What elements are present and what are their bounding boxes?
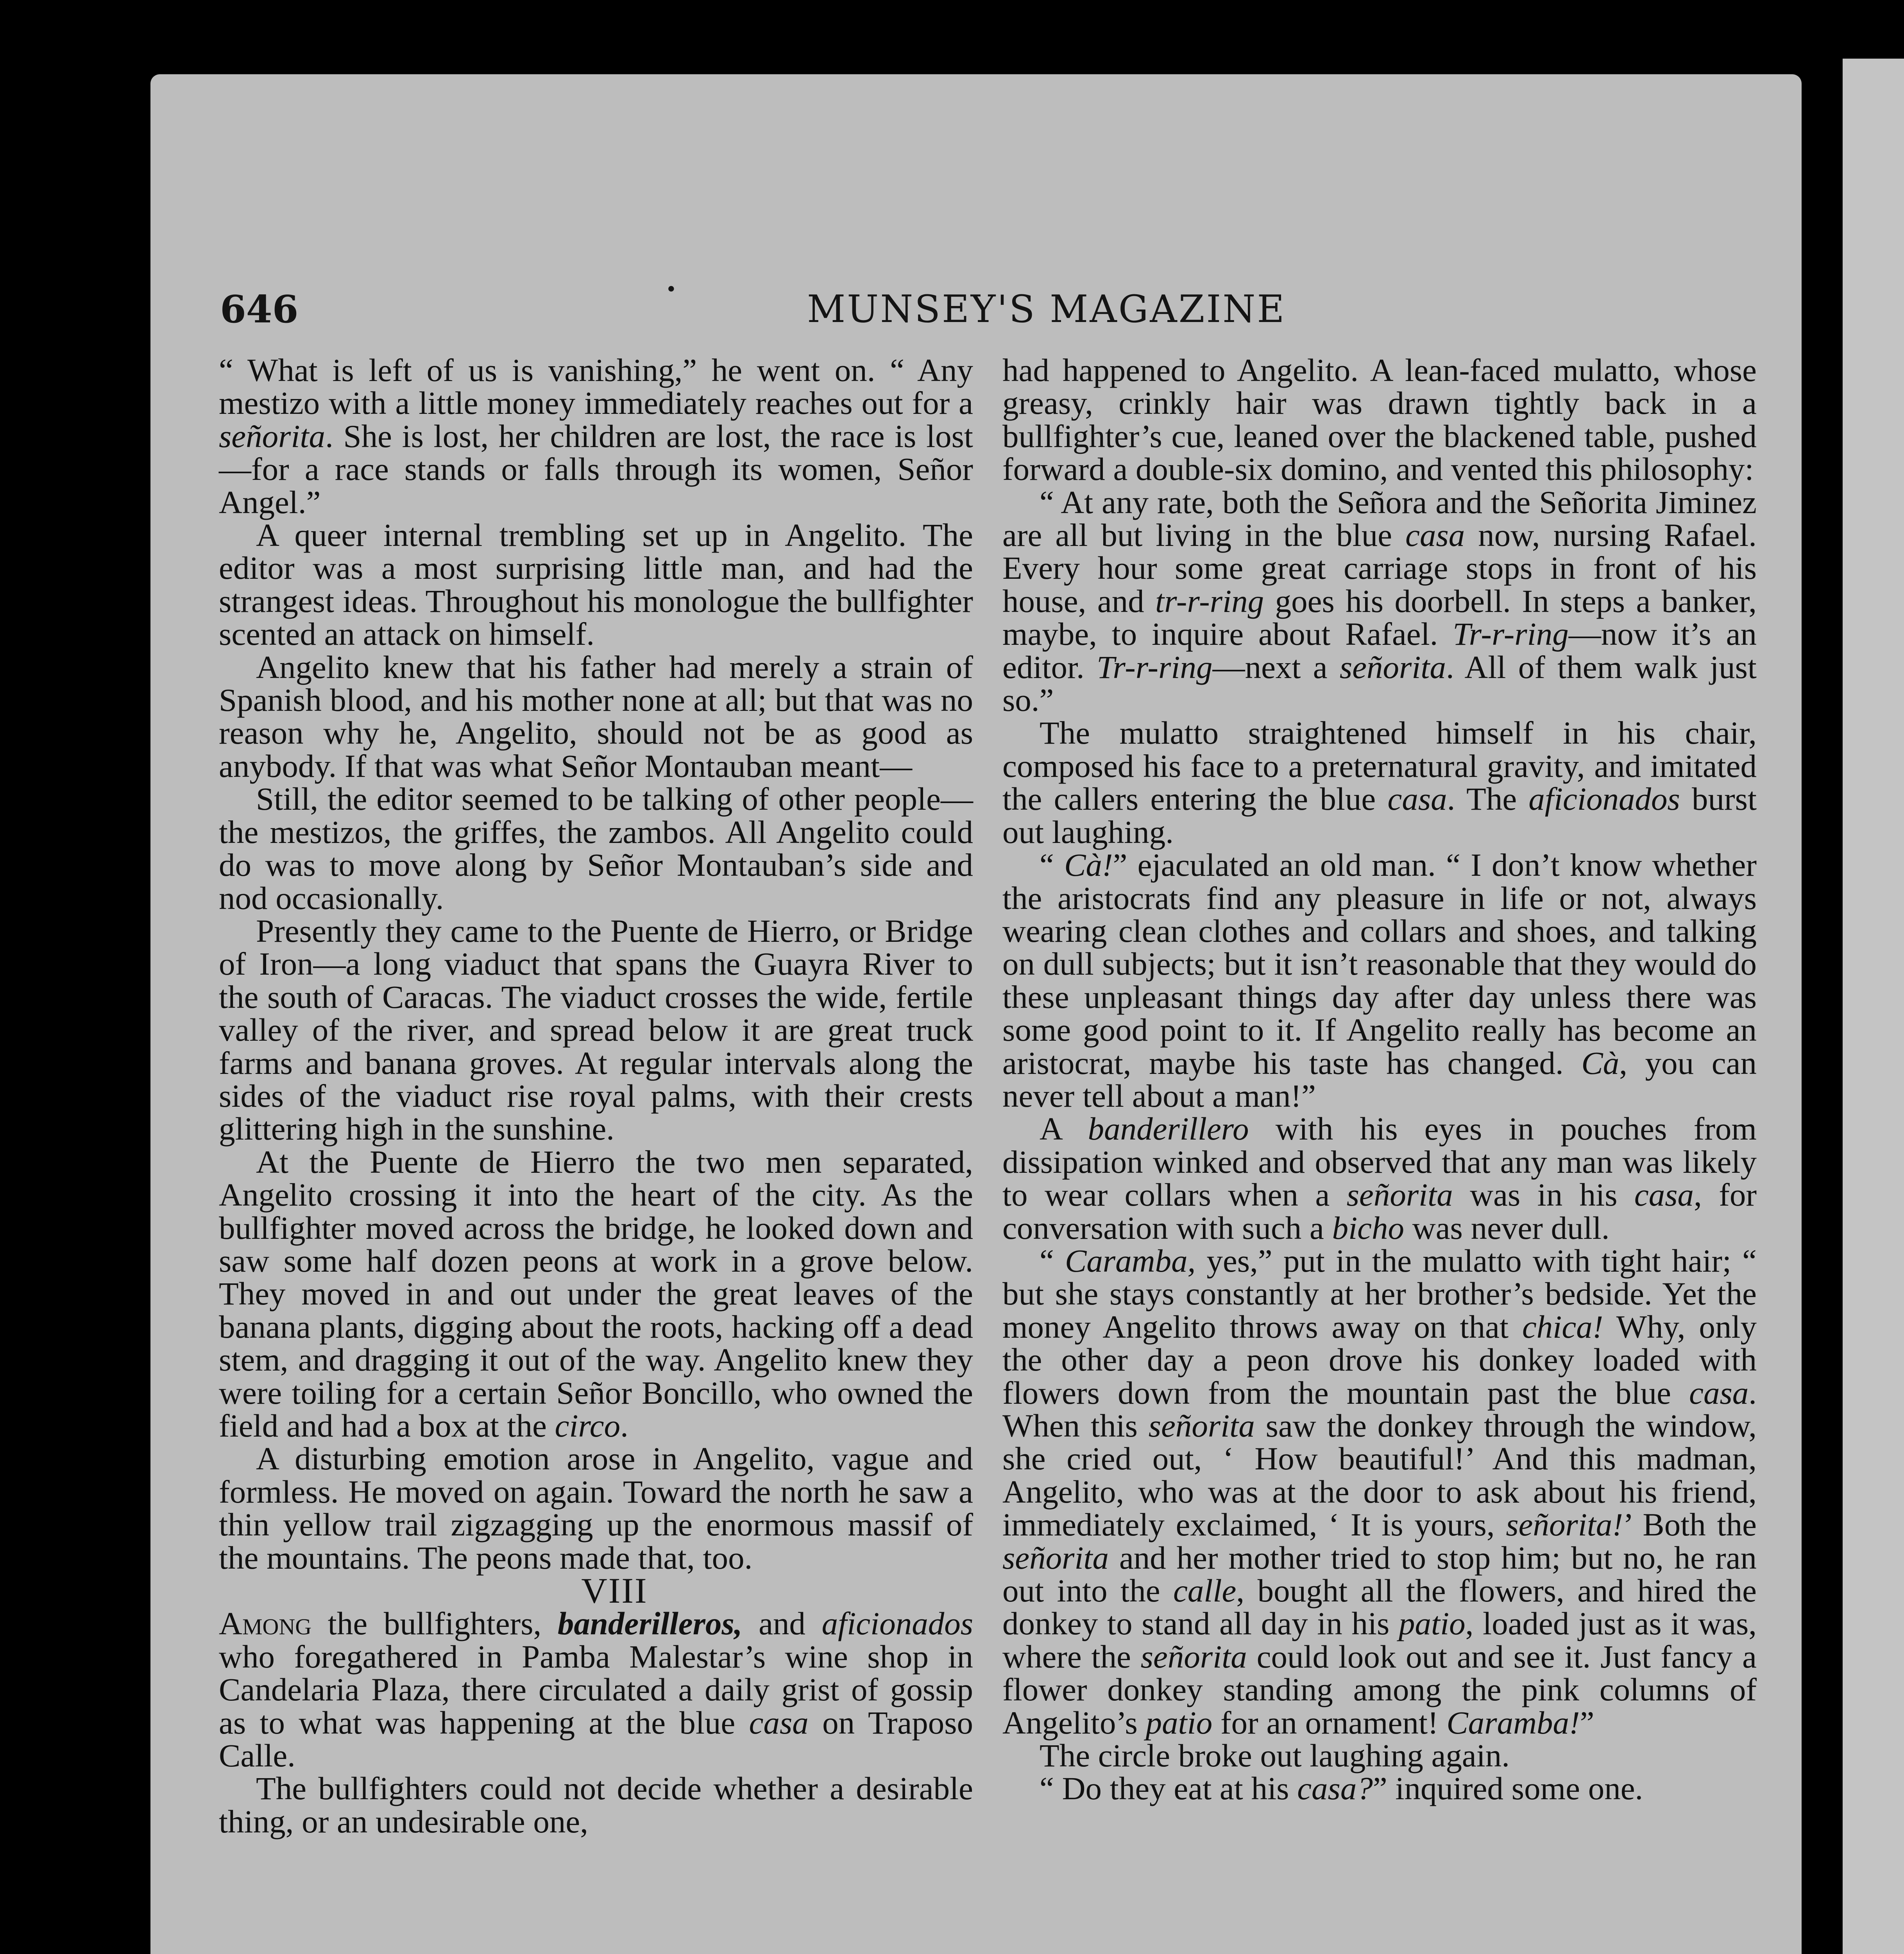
chapter-heading: VIII	[581, 1571, 648, 1611]
page-number: 646	[220, 287, 299, 331]
paragraph: The mulatto straightened himself in his chair, composed his face to a preternatural gravity, and imitated the callers entering the blue casa. The aficionados burst out laughing.	[1002, 715, 1757, 850]
next-page-edge	[1843, 59, 1904, 1954]
paragraph: A queer internal trembling set up in Angelito. The editor was a most surprising little man, and had the strangest ideas. Throughout his monologue the bullfighter scented an attack on himself.	[219, 517, 973, 652]
paragraph: “ At any rate, both the Señora and the Señorita Jiminez are all but living in the blue casa now, nursing Rafael. Every hour some great carriage stops in front of his house, and tr-r-ring goes his doorbell. In steps a banker, maybe, to inquire about Rafael. Tr-r-ring—now it’s an editor. Tr-r-ring—next a señorita. All of them walk just so.”	[1002, 484, 1757, 718]
paragraph: “ Cà!” ejaculated an old man. “ I don’t know whether the aristocrats find any pleasure in life or not, always wearing clean clothes and collars and shoes, and talking on dull subjects; but it isn’t reasonable that they would do these unpleasant things day after day unless there was some good point to it. If Angelito really has become an aristocrat, maybe his taste has changed. Cà, you can never tell about a man!”	[1002, 847, 1757, 1114]
left-column	[219, 354, 973, 1838]
paragraph: “ What is left of us is vanishing,” he went on. “ Any mestizo with a little money immediately reaches out for a señorita. She is lost, her children are lost, the race is lost—for a race stands or falls through its women, Señor Angel.”	[219, 352, 973, 520]
paragraph: The circle broke out laughing again.	[1040, 1737, 1510, 1774]
paragraph: A disturbing emotion arose in Angelito, vague and formless. He moved on again. Toward the north he saw a thin yellow trail zigzagging up the enormous massif of the mountains. The peons made that, too.	[219, 1440, 973, 1576]
paragraph: “ Do they eat at his casa?” inquired some one.	[1040, 1770, 1643, 1807]
paragraph: A banderillero with his eyes in pouches from dissipation winked and observed that any man was likely to wear collars when a señorita was in his casa, for conversation with such a bicho was never dull.	[1002, 1111, 1757, 1246]
paragraph: had happened to Angelito. A lean-faced mulatto, whose greasy, crinkly hair was drawn tightly back in a bullfighter’s cue, leaned over the blackened table, pushed forward a double-six domino, and vented this philosophy:	[1002, 352, 1757, 487]
running-head: MUNSEY'S MAGAZINE	[807, 287, 1286, 331]
paragraph: The bullfighters could not decide whether a desirable thing, or an undesirable one,	[219, 1770, 973, 1839]
paragraph: At the Puente de Hierro the two men separated, Angelito crossing it into the heart of the city. As the bullfighter moved across the bridge, he looked down and saw some half dozen peons at work in a grove below. They moved in and out under the great leaves of the banana plants, digging about the roots, hacking off a dead stem, and dragging it out of the way. Angelito knew they were toiling for a certain Señor Boncillo, who owned the field and had a box at the circo.	[219, 1143, 973, 1444]
paragraph: Still, the editor seemed to be talking of other people—the mestizos, the griffes, the zambos. All Angelito could do was to move along by Señor Montauban’s side and nod occasionally.	[219, 781, 973, 916]
stray-mark: ·	[664, 264, 678, 314]
paragraph: Angelito knew that his father had merely a strain of Spanish blood, and his mother none at all; but that was no reason why he, Angelito, should not be as good as anybody. If that was what Señor Montauban meant—	[219, 649, 973, 784]
paragraph: Presently they came to the Puente de Hierro, or Bridge of Iron—a long viaduct that spans the Guayra River to the south of Caracas. The viaduct crosses the wide, fertile valley of the river, and spread below it are great truck farms and banana groves. At regular intervals along the sides of the viaduct rise royal palms, with their crests glittering high in the sunshine.	[219, 913, 973, 1147]
magazine-page	[150, 74, 1802, 1954]
page-header	[150, 264, 1802, 334]
paragraph: “ Caramba, yes,” put in the mulatto with tight hair; “ but she stays constantly at her brother’s bedside. Yet the money Angelito throws away on that chica! Why, only the other day a peon drove his donkey loaded with flowers down from the mountain past the blue casa. When this señorita saw the donkey through the window, she cried out, ‘ How beautiful!’ And this madman, Angelito, who was at the door to ask about his friend, immediately exclaimed, ‘ It is yours, señorita!’ Both the señorita and her mother tried to stop him; but no, he ran out into the calle, bought all the flowers, and hired the donkey to stand all day in his patio, loaded just as it was, where the señorita could look out and see it. Just fancy a flower donkey standing among the pink columns of Angelito’s patio for an ornament! Caramba!”	[1002, 1242, 1757, 1741]
paragraph: Among the bullfighters, banderilleros, and aficionados who foregathered in Pamba Malestar’s wine shop in Candelaria Plaza, there circulated a daily grist of gossip as to what was happening at the blue casa on Traposo Calle.	[219, 1605, 973, 1774]
right-column	[1002, 354, 1757, 1805]
